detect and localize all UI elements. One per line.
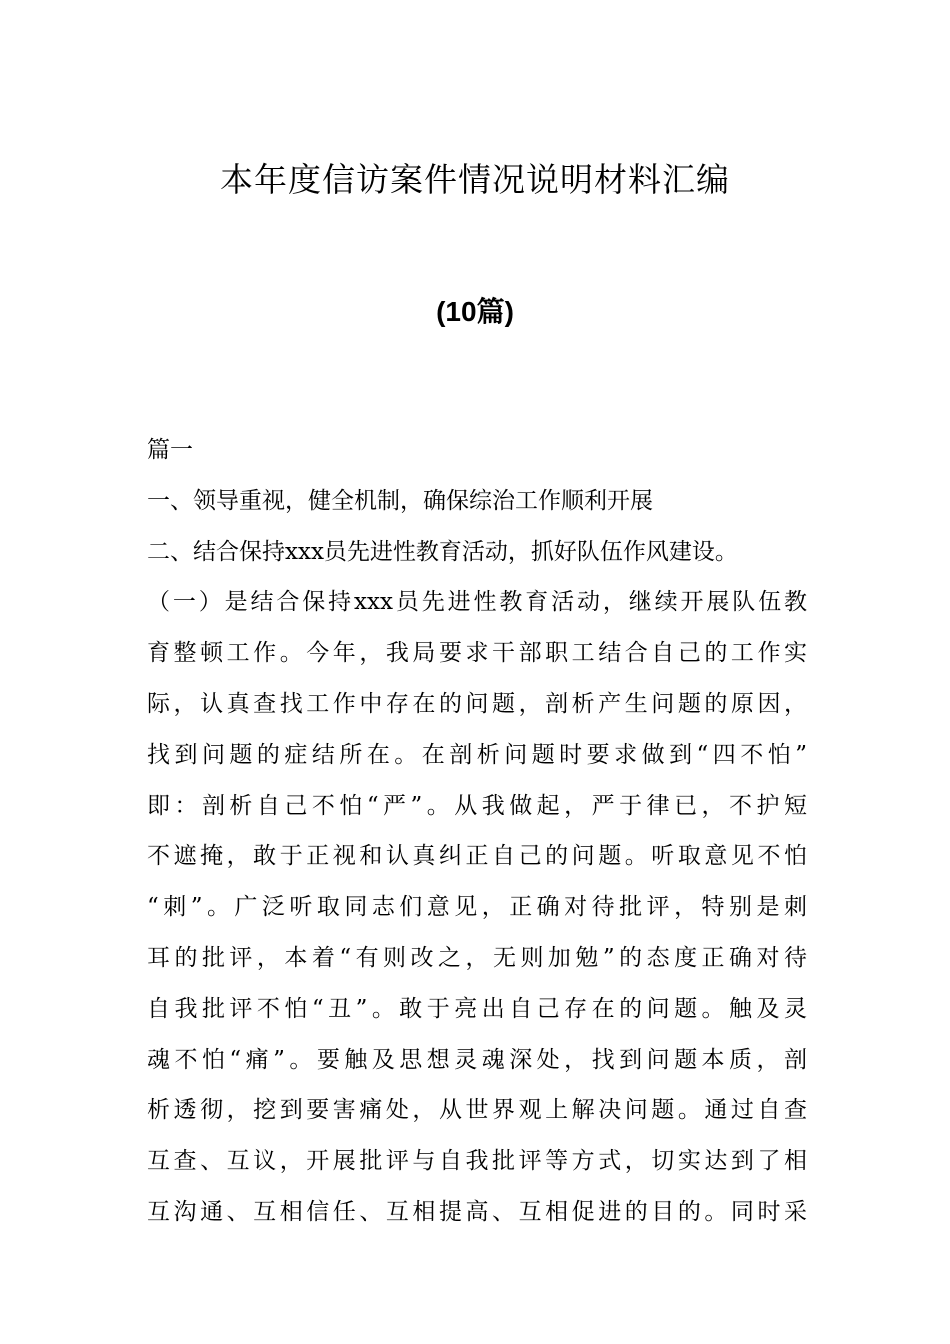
body-line: 找到问题的症结所在。在剖析问题时要求做到“四不怕” (147, 741, 807, 768)
body-line: 互沟通、互相信任、互相提高、互相促进的目的。同时采 (147, 1198, 807, 1225)
body-line: 二、结合保持xxx员先进性教育活动，抓好队伍作风建设。 (147, 538, 738, 565)
body-line: 不遮掩，敢于正视和认真纠正自己的问题。听取意见不怕 (147, 843, 807, 870)
body-line: 一、领导重视，健全机制，确保综治工作顺利开展 (147, 487, 653, 514)
section-heading: 篇一 (147, 437, 193, 463)
body-line: 自我批评不怕“丑”。敢于亮出自己存在的问题。触及灵 (147, 995, 807, 1022)
document-title: 本年度信访案件情况说明材料汇编 (220, 160, 730, 199)
body-line: 耳的批评，本着“有则改之，无则加勉”的态度正确对待 (147, 944, 807, 971)
body-line: （一）是结合保持xxx员先进性教育活动，继续开展队伍教 (147, 589, 807, 616)
body-line: 互查、互议，开展批评与自我批评等方式，切实达到了相 (147, 1148, 807, 1175)
document-body (147, 430, 807, 1243)
body-line: 魂不怕“痛”。要触及思想灵魂深处，找到问题本质，剖 (147, 1046, 807, 1073)
body-line: 析透彻，挖到要害痛处，从世界观上解决问题。通过自查 (147, 1097, 807, 1124)
document-subtitle: (10篇) (436, 296, 514, 327)
body-line: 即：剖析自己不怕“严”。从我做起，严于律已，不护短 (147, 792, 807, 819)
body-line: 际，认真查找工作中存在的问题，剖析产生问题的原因， (147, 690, 807, 717)
body-line: 育整顿工作。今年，我局要求干部职工结合自己的工作实 (147, 640, 807, 667)
body-line: “刺”。广泛听取同志们意见，正确对待批评，特别是刺 (147, 894, 807, 921)
